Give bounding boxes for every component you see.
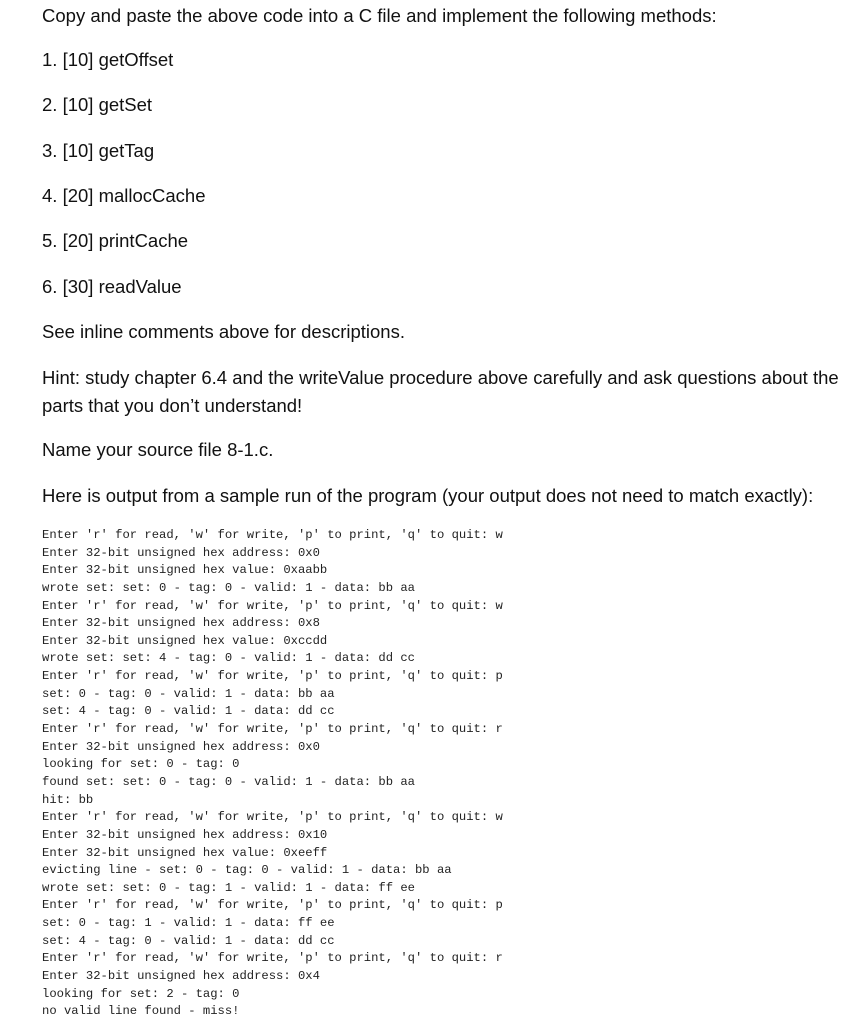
output-line: Enter 32-bit unsigned hex value: 0xaabb: [42, 563, 328, 578]
see-inline-text: See inline comments above for descriptions.: [42, 321, 405, 342]
method-item-malloccache: [42, 184, 206, 208]
output-line: hit: bb: [42, 792, 94, 807]
output-line: no valid line found - miss!: [42, 1004, 240, 1019]
output-line: Enter 'r' for read, 'w' for write, 'p' to print, 'q' to quit: w: [42, 598, 503, 613]
filename-text: Name your source file 8-1.c.: [42, 439, 274, 460]
method-name: getOffset: [98, 49, 174, 70]
method-weight: 5. [20]: [42, 230, 94, 251]
method-weight: 6. [30]: [42, 276, 94, 297]
output-line: Enter 32-bit unsigned hex value: 0xccdd: [42, 633, 328, 648]
method-name: getSet: [98, 94, 153, 115]
output-line: set: 0 - tag: 0 - valid: 1 - data: bb aa: [42, 686, 335, 701]
output-line: Enter 32-bit unsigned hex value: 0xeeff: [42, 845, 328, 860]
output-line: Enter 32-bit unsigned hex address: 0x4: [42, 969, 320, 984]
output-line: Enter 'r' for read, 'w' for write, 'p' to print, 'q' to quit: w: [42, 528, 503, 542]
output-line: found set: set: 0 - tag: 0 - valid: 1 - data: bb aa: [42, 774, 415, 789]
output-line: Enter 32-bit unsigned hex address: 0x0: [42, 545, 320, 560]
method-weight: 4. [20]: [42, 185, 94, 206]
method-item-getset: [42, 93, 152, 117]
method-weight: 3. [10]: [42, 140, 94, 161]
method-item-getoffset: [42, 48, 173, 72]
method-name: getTag: [98, 140, 155, 161]
method-item-gettag: [42, 139, 154, 163]
hint-text: Hint: study chapter 6.4 and the writeValue procedure above carefully and ask questions about the parts that you don’t understand!: [42, 367, 839, 416]
output-line: set: 0 - tag: 1 - valid: 1 - data: ff ee: [42, 916, 335, 931]
output-line: Enter 'r' for read, 'w' for write, 'p' to print, 'q' to quit: r: [42, 951, 503, 966]
method-item-printcache: [42, 229, 188, 253]
output-line: Enter 32-bit unsigned hex address: 0x0: [42, 739, 320, 754]
output-line: wrote set: set: 0 - tag: 1 - valid: 1 - data: ff ee: [42, 880, 415, 895]
output-line: Enter 'r' for read, 'w' for write, 'p' to print, 'q' to quit: r: [42, 722, 503, 737]
output-line: looking for set: 2 - tag: 0: [42, 986, 240, 1001]
output-line: set: 4 - tag: 0 - valid: 1 - data: dd cc: [42, 933, 335, 948]
output-intro-text: Here is output from a sample run of the program (your output does not need to match exactly):: [42, 485, 814, 506]
intro-text: Copy and paste the above code into a C file and implement the following methods:: [42, 5, 717, 26]
output-line: wrote set: set: 4 - tag: 0 - valid: 1 - data: dd cc: [42, 651, 415, 666]
output-line: set: 4 - tag: 0 - valid: 1 - data: dd cc: [42, 704, 335, 719]
output-line: looking for set: 0 - tag: 0: [42, 757, 240, 772]
output-line: evicting line - set: 0 - tag: 0 - valid: 1 - data: bb aa: [42, 863, 452, 878]
method-name: readValue: [98, 276, 182, 297]
sample-output-block: [42, 527, 842, 1021]
output-line: Enter 32-bit unsigned hex address: 0x10: [42, 827, 328, 842]
output-line: Enter 32-bit unsigned hex address: 0x8: [42, 616, 320, 631]
method-weight: 2. [10]: [42, 94, 94, 115]
output-line: wrote set: set: 0 - tag: 0 - valid: 1 - data: bb aa: [42, 580, 415, 595]
output-line: Enter 'r' for read, 'w' for write, 'p' to print, 'q' to quit: p: [42, 898, 503, 913]
output-line: Enter 'r' for read, 'w' for write, 'p' to print, 'q' to quit: w: [42, 810, 503, 825]
method-name: mallocCache: [98, 185, 206, 206]
method-item-readvalue: [42, 275, 182, 299]
method-name: printCache: [98, 230, 189, 251]
method-weight: 1. [10]: [42, 49, 94, 70]
output-line: Enter 'r' for read, 'w' for write, 'p' to print, 'q' to quit: p: [42, 669, 503, 684]
